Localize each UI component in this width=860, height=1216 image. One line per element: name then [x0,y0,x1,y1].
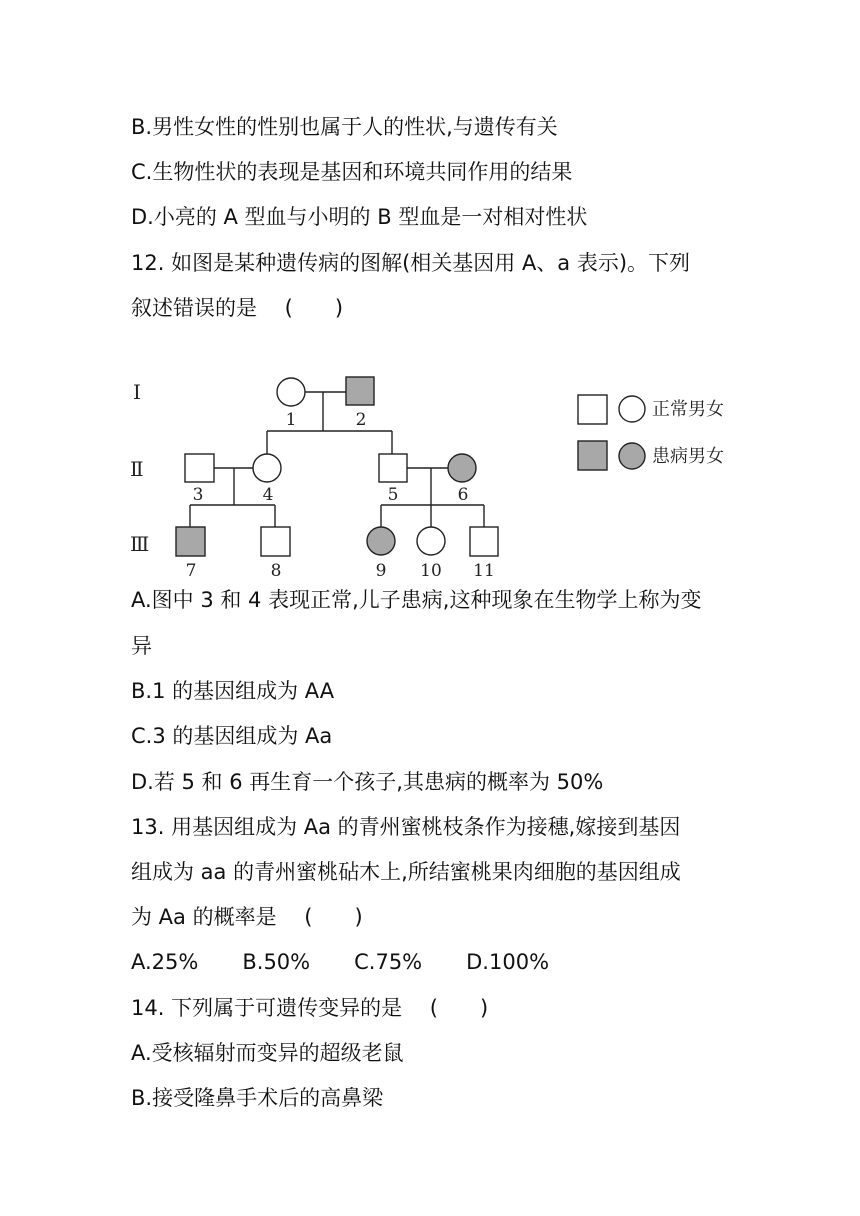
q13-options [131,947,593,977]
generation-label: Ⅱ [130,457,144,481]
generation-label: Ⅰ [133,380,141,404]
question-line: 13. 用基因组成为 Aa 的青州蜜桃枝条作为接穗,嫁接到基因 [131,815,681,839]
option-line: B.男性女性的性别也属于人的性状,与遗传有关 [131,115,558,139]
legend-normal-female [619,396,645,422]
pedigree-diagram [0,355,860,585]
individual-label: 3 [192,485,204,505]
option-line: D.小亮的 A 型血与小明的 B 型血是一对相对性状 [131,205,588,229]
individual-label: 10 [420,561,442,581]
legend-affected-female [619,443,645,469]
individual-label: 4 [262,485,274,505]
option-a: A.25% [131,950,199,974]
individual-label: 7 [185,561,197,581]
individual-8 [261,527,290,556]
individual-label: 11 [473,561,495,581]
individual-3 [185,454,214,482]
question-line: 12. 如图是某种遗传病的图解(相关基因用 A、a 表示)。下列 [131,251,691,275]
legend-normal-male [578,395,607,424]
option-c: C.75% [354,950,423,974]
option-b: B.50% [242,950,311,974]
individual-label: 6 [457,485,469,505]
legend-affected-male [578,441,607,470]
legend-normal-label: 正常男女 [652,399,724,420]
individual-2 [346,377,374,405]
question-line: 14. 下列属于可遗传变异的是 ( ) [131,996,489,1020]
option-line: A.图中 3 和 4 表现正常,儿子患病,这种现象在生物学上称为变 [131,588,702,612]
question-line: 组成为 aa 的青州蜜桃砧木上,所结蜜桃果肉细胞的基因组成 [131,860,681,884]
option-d: D.100% [466,950,550,974]
option-line: B.接受隆鼻手术后的高鼻梁 [131,1086,384,1110]
option-line: A.受核辐射而变异的超级老鼠 [131,1041,404,1065]
individual-10 [417,527,445,555]
individual-11 [470,527,498,556]
generation-label: Ⅲ [130,532,150,556]
option-line: D.若 5 和 6 再生育一个孩子,其患病的概率为 50% [131,770,604,794]
question-line: 为 Aa 的概率是 ( ) [131,905,363,929]
individual-label: 1 [285,410,297,430]
individual-9 [367,527,395,555]
option-line: C.生物性状的表现是基因和环境共同作用的结果 [131,160,573,184]
individual-label: 2 [355,410,367,430]
question-line: 叙述错误的是 ( ) [131,296,344,320]
individual-label: 8 [270,561,282,581]
individual-1 [277,378,305,406]
individual-6 [448,454,476,482]
individual-label: 9 [375,561,387,581]
individual-7 [176,527,205,556]
option-line: B.1 的基因组成为 AA [131,679,335,703]
individual-4 [253,454,281,482]
legend-affected-label: 患病男女 [652,446,724,467]
option-line: C.3 的基因组成为 Aa [131,724,333,748]
option-line: 异 [131,634,152,658]
individual-label: 5 [387,485,399,505]
individual-5 [379,454,407,482]
